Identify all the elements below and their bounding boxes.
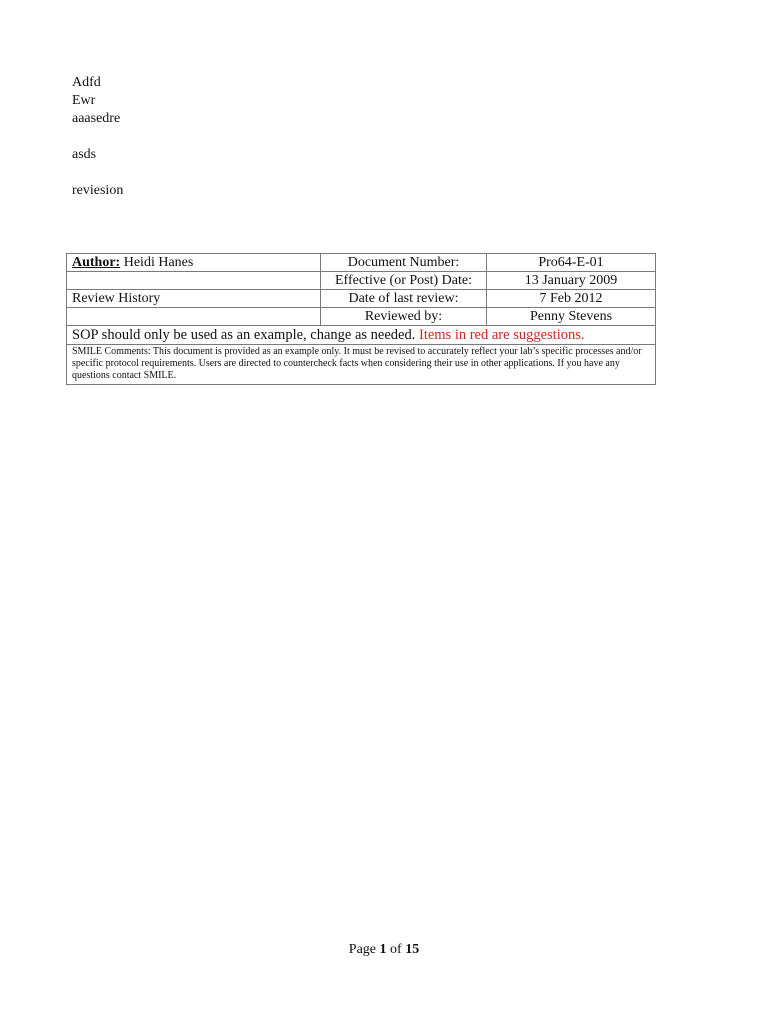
of-label: of [390,942,402,957]
smile-comments: SMILE Comments: This document is provided as an example only. It must be revised to accurately reflect your lab’s specific processes and/or specific protocol requirements. Users are directed to countercheck facts when considering their use in other applications. If you have any questions contact SMILE. [67,345,656,385]
page-label: Page [348,942,377,957]
page-number: 1 [379,942,387,957]
author-name: Heidi Hanes [123,255,194,270]
author-label: Author: [72,255,121,270]
intro-line-4: asds [72,147,97,162]
sop-header-table [66,253,656,385]
document-number-value: Pro64-E-01 [487,254,656,272]
intro-line-3: aaasedre [72,111,121,126]
table-row [67,290,656,308]
review-history-label: Review History [67,290,321,308]
effective-date-label: Effective (or Post) Date: [321,272,487,290]
document-number-label: Document Number: [321,254,487,272]
empty-cell [67,272,321,290]
intro-gap [72,128,123,146]
empty-cell [67,308,321,326]
table-row [67,254,656,272]
last-review-value: 7 Feb 2012 [487,290,656,308]
intro-line-2: Ewr [72,93,96,108]
notice-text: SOP should only be used as an example, change as needed. [72,327,416,343]
table-row [67,345,656,385]
reviewed-by-label: Reviewed by: [321,308,487,326]
intro-text-block [72,74,123,200]
notice-cell [67,326,656,345]
page-footer [0,942,768,958]
table-row [67,308,656,326]
last-review-label: Date of last review: [321,290,487,308]
intro-line-1: Adfd [72,75,101,90]
author-cell [67,254,321,272]
intro-line-5: reviesion [72,183,124,198]
table-row [67,326,656,345]
total-pages: 15 [405,942,420,957]
reviewed-by-value: Penny Stevens [487,308,656,326]
table-row [67,272,656,290]
notice-red-text: Items in red are suggestions. [418,327,585,343]
effective-date-value: 13 January 2009 [487,272,656,290]
intro-gap [72,164,123,182]
